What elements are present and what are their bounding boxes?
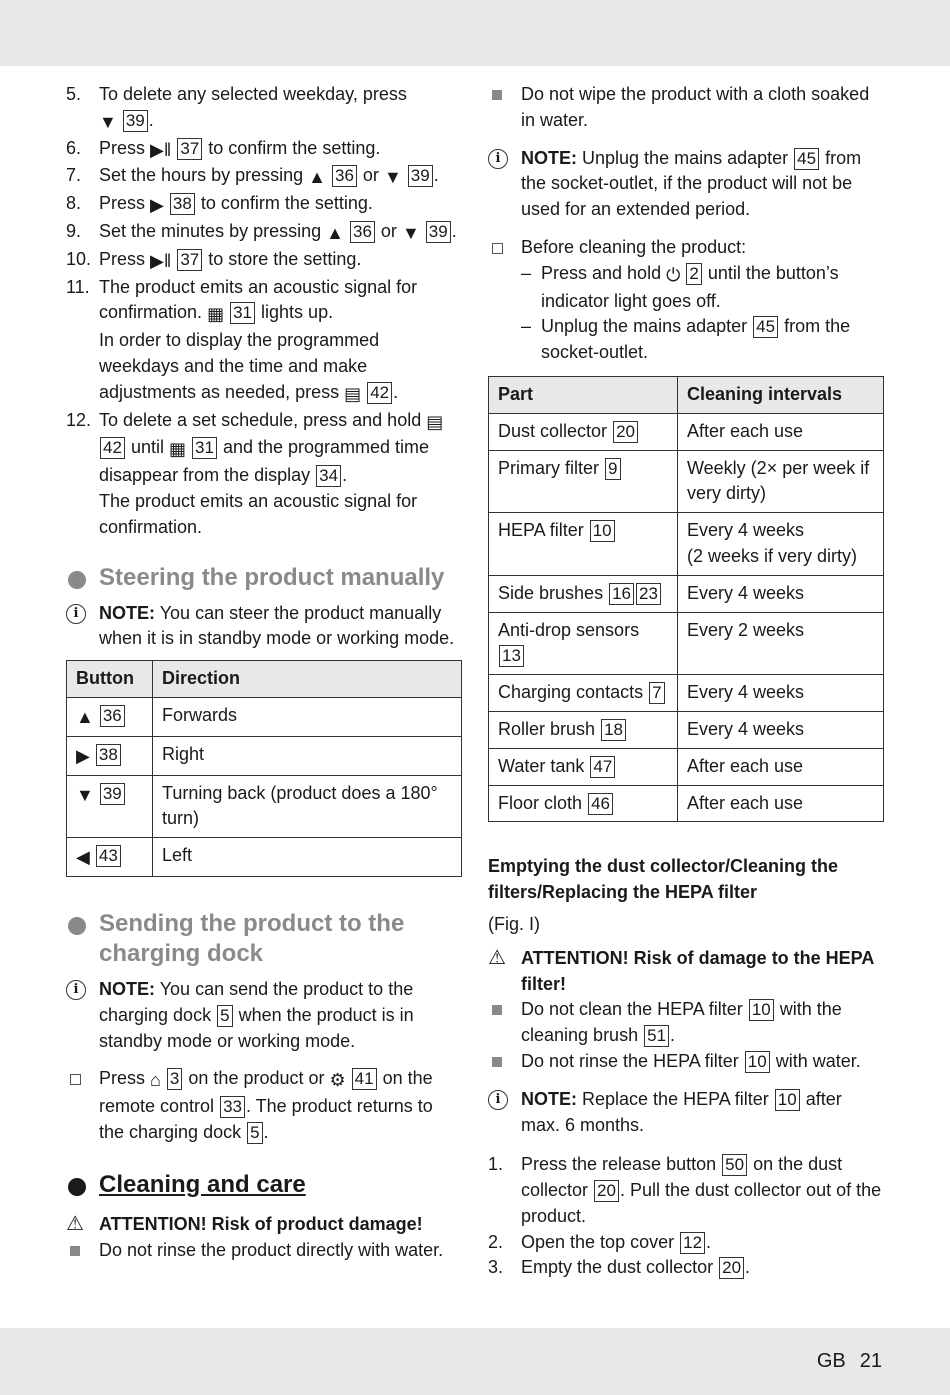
- ref-number: 16: [609, 583, 634, 605]
- dock-return-icon: ⚙: [329, 1070, 346, 1091]
- warning-icon: ⚠: [66, 1212, 84, 1235]
- list-item: 3. Empty the dust collector 20 .: [488, 1257, 751, 1278]
- ref-number: 39: [426, 221, 451, 243]
- info-icon: i: [488, 149, 508, 169]
- section-heading-dock: Sending the product to the charging dock: [66, 909, 462, 969]
- power-icon: ⏻: [666, 264, 681, 285]
- table-row: Floor cloth 46 After each use: [489, 785, 884, 822]
- ref-number: 39: [408, 165, 433, 187]
- home-icon: ⌂: [150, 1070, 161, 1091]
- list-item: 6. Press ▶‖ 37 to confirm the setting.: [66, 136, 462, 164]
- ref-number: 36: [100, 705, 125, 727]
- play-pause-icon: ▶‖: [150, 139, 172, 160]
- table-row: Dust collector 20 After each use: [489, 413, 884, 450]
- play-pause-icon: ▶‖: [150, 250, 172, 271]
- note-hepa: i NOTE: Replace the HEPA filter 10 after max. 6 months.: [488, 1087, 884, 1139]
- checkbox-square-icon: [70, 1074, 81, 1085]
- warning-hepa: ⚠ ATTENTION! Risk of damage to the HEPA filter!: [488, 946, 874, 994]
- table-row: ▼ 39 Turning back (product does a 180° turn): [67, 775, 462, 838]
- ref-number: 42: [100, 437, 125, 459]
- ref-number: 33: [220, 1096, 245, 1118]
- ref-number: 10: [745, 1051, 770, 1073]
- up-arrow-icon: ▲: [76, 706, 94, 727]
- table-row: Side brushes 16 23 Every 4 weeks: [489, 575, 884, 612]
- ref-number: 10: [775, 1089, 800, 1111]
- ref-number: 31: [230, 302, 255, 324]
- down-arrow-icon: ▼: [99, 111, 117, 132]
- table-row: ▲ 36 Forwards: [67, 697, 462, 736]
- schedule-list-icon: ▤: [344, 383, 362, 404]
- note-dock: i NOTE: You can send the product to the charging dock 5 when the product is in standby mode or working mode.: [66, 977, 462, 1054]
- ref-number: 20: [613, 421, 638, 443]
- checkbox-square-icon: [492, 243, 503, 254]
- ref-number: 50: [722, 1154, 747, 1176]
- ref-number: 38: [170, 193, 195, 215]
- ref-number: 5: [247, 1122, 262, 1144]
- list-item: Press ⌂ 3 on the product or ⚙ 41 on the remote control 33 . The product returns to the charging dock 5 .: [66, 1066, 462, 1145]
- list-item: Before cleaning the product:: [488, 235, 884, 261]
- up-arrow-icon: ▲: [308, 167, 326, 188]
- table-header: Cleaning intervals: [678, 376, 884, 413]
- ref-number: 43: [96, 845, 121, 867]
- language-code: GB: [816, 1350, 846, 1372]
- table-header: Button: [67, 661, 153, 698]
- ref-number: 20: [719, 1257, 744, 1279]
- list-item: Do not rinse the HEPA filter 10 with water.: [488, 1049, 884, 1075]
- bullet-dot-icon: [68, 571, 86, 589]
- list-item: 1. Press the release button 50 on the dust collector 20 . Pull the dust collector out of the product.: [488, 1154, 882, 1226]
- ref-number: 34: [316, 465, 341, 487]
- ref-number: 42: [367, 382, 392, 404]
- direction-table: [66, 660, 462, 877]
- bullet-dot-icon: [68, 917, 86, 935]
- left-column: [66, 82, 462, 1263]
- right-arrow-icon: ▶: [150, 195, 164, 216]
- schedule-steps: [66, 82, 462, 541]
- list-item: 5. To delete any selected weekday, press ▼ 39 .: [66, 82, 462, 136]
- ref-number: 23: [636, 583, 661, 605]
- ref-number: 20: [594, 1180, 619, 1202]
- ref-number: 7: [649, 682, 664, 704]
- list-item: 8. Press ▶ 38 to confirm the setting.: [66, 191, 462, 219]
- section-heading-cleaning: Cleaning and care: [66, 1170, 462, 1200]
- list-item: Do not wipe the product with a cloth soaked in water.: [488, 82, 884, 134]
- bullet-dot-icon: [68, 1178, 86, 1196]
- table-row: Primary filter 9 Weekly (2× per week if very dirty): [489, 450, 884, 513]
- bullet-square-icon: [492, 1057, 502, 1067]
- list-item: Do not clean the HEPA filter 10 with the cleaning brush 51 .: [488, 997, 884, 1049]
- ref-number: 45: [794, 148, 819, 170]
- list-item: 10. Press ▶‖ 37 to store the setting.: [66, 247, 462, 275]
- ref-number: 5: [217, 1005, 232, 1027]
- info-icon: i: [66, 980, 86, 1000]
- list-item: 7. Set the hours by pressing ▲ 36 or ▼ 39 .: [66, 163, 462, 191]
- ref-number: 39: [100, 783, 125, 805]
- cleaning-intervals-table: [488, 376, 884, 822]
- ref-number: 37: [177, 249, 202, 271]
- note-unplug: i NOTE: Unplug the mains adapter 45 from the socket-outlet, if the product will not be used for an extended period.: [488, 146, 884, 223]
- ref-number: 10: [749, 999, 774, 1021]
- down-arrow-icon: ▼: [383, 167, 402, 188]
- table-row: ◀ 43 Left: [67, 838, 462, 877]
- list-item: Do not rinse the product directly with water.: [66, 1238, 462, 1264]
- emptying-steps: [488, 1152, 884, 1281]
- bullet-square-icon: [70, 1246, 80, 1256]
- ref-number: 10: [590, 520, 615, 542]
- ref-number: 31: [192, 437, 217, 459]
- ref-number: 38: [96, 744, 121, 766]
- table-row: Roller brush 18 Every 4 weeks: [489, 711, 884, 748]
- warning-icon: ⚠: [488, 946, 506, 969]
- ref-number: 39: [123, 110, 148, 132]
- table-header: Part: [489, 376, 678, 413]
- down-arrow-icon: ▼: [401, 222, 420, 243]
- ref-number: 37: [177, 138, 202, 160]
- ref-number: 12: [680, 1232, 705, 1254]
- list-item: 11. The product emits an acoustic signal for confirmation. ▦ 31 lights up. In order to display the programmed weekdays and the time and make adjustments as needed, press ▤ 42 .: [66, 275, 462, 408]
- list-item: – Unplug the mains adapter 45 from the socket-outlet.: [521, 316, 851, 363]
- ref-number: 51: [644, 1025, 669, 1047]
- schedule-list-icon: ▤: [426, 411, 444, 432]
- down-arrow-icon: ▼: [76, 784, 94, 805]
- table-header: Direction: [153, 661, 462, 698]
- section-heading-steering: Steering the product manually: [66, 563, 462, 593]
- list-item: 2. Open the top cover 12 .: [488, 1231, 712, 1252]
- up-arrow-icon: ▲: [326, 222, 344, 243]
- ref-number: 47: [590, 756, 615, 778]
- ref-number: 41: [352, 1068, 377, 1090]
- table-row: Charging contacts 7 Every 4 weeks: [489, 675, 884, 712]
- list-item: 9. Set the minutes by pressing ▲ 36 or ▼ 39 .: [66, 219, 462, 247]
- table-row: Water tank 47 After each use: [489, 748, 884, 785]
- right-column: [488, 82, 884, 1281]
- list-item: – Press and hold ⏻ 2 until the button’s indicator light goes off.: [521, 262, 839, 311]
- warning-cleaning: ⚠ ATTENTION! Risk of product damage!: [66, 1212, 462, 1238]
- table-row: ▶ 38 Right: [67, 736, 462, 775]
- page-number: 21: [859, 1350, 882, 1372]
- list-item: 12. To delete a set schedule, press and hold ▤ 42 until ▦ 31 and the programmed time disappear from the display 34 . The product emits an acoustic signal for confirmation.: [66, 409, 444, 537]
- ref-number: 3: [167, 1068, 182, 1090]
- figure-reference: (Fig. I): [488, 913, 540, 934]
- table-row: Anti-drop sensors 13 Every 2 weeks: [489, 612, 884, 675]
- ref-number: 45: [753, 316, 778, 338]
- bullet-square-icon: [492, 90, 502, 100]
- ref-number: 2: [686, 263, 701, 285]
- left-arrow-icon: ◀: [76, 847, 90, 868]
- page-footer: [803, 1350, 882, 1373]
- header-band: [0, 0, 950, 66]
- ref-number: 18: [601, 719, 626, 741]
- info-icon: i: [66, 604, 86, 624]
- ref-number: 46: [588, 793, 613, 815]
- calendar-clock-icon: ▦: [168, 439, 186, 460]
- note-steering: i NOTE: You can steer the product manually when it is in standby mode or working mode.: [66, 601, 462, 653]
- ref-number: 13: [499, 645, 524, 667]
- ref-number: 9: [605, 458, 620, 480]
- calendar-clock-icon: ▦: [207, 304, 225, 325]
- subsection-heading: Emptying the dust collector/Cleaning the filters/Replacing the HEPA filter: [488, 856, 839, 903]
- right-arrow-icon: ▶: [76, 745, 90, 766]
- table-row: HEPA filter 10 Every 4 weeks (2 weeks if very dirty): [489, 513, 884, 576]
- info-icon: i: [488, 1090, 508, 1110]
- bullet-square-icon: [492, 1005, 502, 1015]
- ref-number: 36: [332, 165, 357, 187]
- ref-number: 36: [350, 221, 375, 243]
